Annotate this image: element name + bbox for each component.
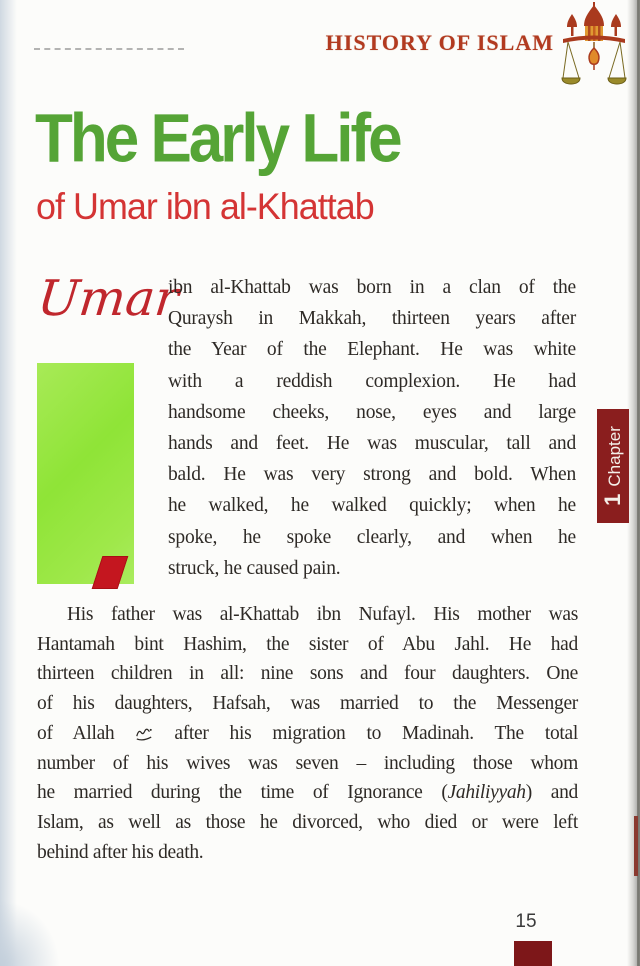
- text-line: he walked, he walked quickly; when he: [168, 495, 576, 517]
- text-line: the Year of the Elephant. He was white: [168, 339, 576, 361]
- text-line: spoke, he spoke clearly, and when he: [168, 526, 576, 548]
- page-left-edge: [0, 0, 17, 966]
- text-line: [37, 778, 578, 808]
- chapter-label: Chapter: [605, 426, 624, 487]
- page-title: The Early Life: [35, 101, 400, 177]
- text-line: Hantamah bint Hashim, the sister of Abu Jahl. He had: [37, 633, 578, 655]
- text-line: His father was al-Khattab ibn Nufayl. His mother was: [67, 604, 578, 625]
- text-line: handsome cheeks, nose, eyes and large: [168, 401, 576, 423]
- text-segment: of Allah: [37, 722, 115, 744]
- page-corner-shade: [0, 900, 60, 966]
- text-line: ibn al-Khattab was born in a clan of the: [168, 277, 576, 298]
- text-segment: after his migration to Madinah. The total: [174, 722, 578, 744]
- text-line: behind after his death.: [37, 841, 204, 863]
- text-segment: he married during the time of Ignorance (: [37, 782, 448, 804]
- text-segment: ) and: [525, 782, 578, 804]
- running-header: HISTORY OF ISLAM: [325, 30, 554, 55]
- text-line: with a reddish complexion. He had: [168, 370, 576, 392]
- intro-paragraph: [168, 272, 576, 584]
- text-line: [37, 719, 578, 749]
- decorative-green-block: [37, 363, 134, 584]
- text-line: number of his wives was seven – including those whom: [37, 752, 578, 774]
- chapter-tab: [597, 409, 629, 523]
- text-line: hands and feet. He was muscular, tall and: [168, 433, 576, 455]
- lead-script-word: Umar: [35, 270, 182, 327]
- second-paragraph: [37, 600, 578, 867]
- text-line: Quraysh in Makkah, thirteen years after: [168, 308, 576, 330]
- text-line: Islam, as well as those he divorced, who died or were left: [37, 811, 578, 833]
- text-line: struck, he caused pain.: [168, 557, 341, 579]
- pbuh-honorific-icon: [135, 726, 153, 741]
- footer-maroon-square: [514, 941, 552, 966]
- italic-term: Jahiliyyah: [447, 782, 526, 804]
- header-dashed-rule: [34, 48, 184, 50]
- page-subtitle: of Umar ibn al-Khattab: [36, 186, 374, 227]
- text-line: of his daughters, Hafsah, was married to the Messenger: [37, 693, 578, 715]
- text-line: thirteen children in all: nine sons and four daughters. One: [37, 663, 578, 685]
- chapter-number: 1: [600, 493, 625, 506]
- page-number: 15: [515, 911, 537, 932]
- chapter-tab-text: [600, 426, 626, 506]
- next-page-color-peek: [634, 816, 638, 876]
- mosque-lamp-and-scales-icon: [560, 2, 628, 96]
- text-line: bald. He was very strong and bold. When: [168, 464, 576, 486]
